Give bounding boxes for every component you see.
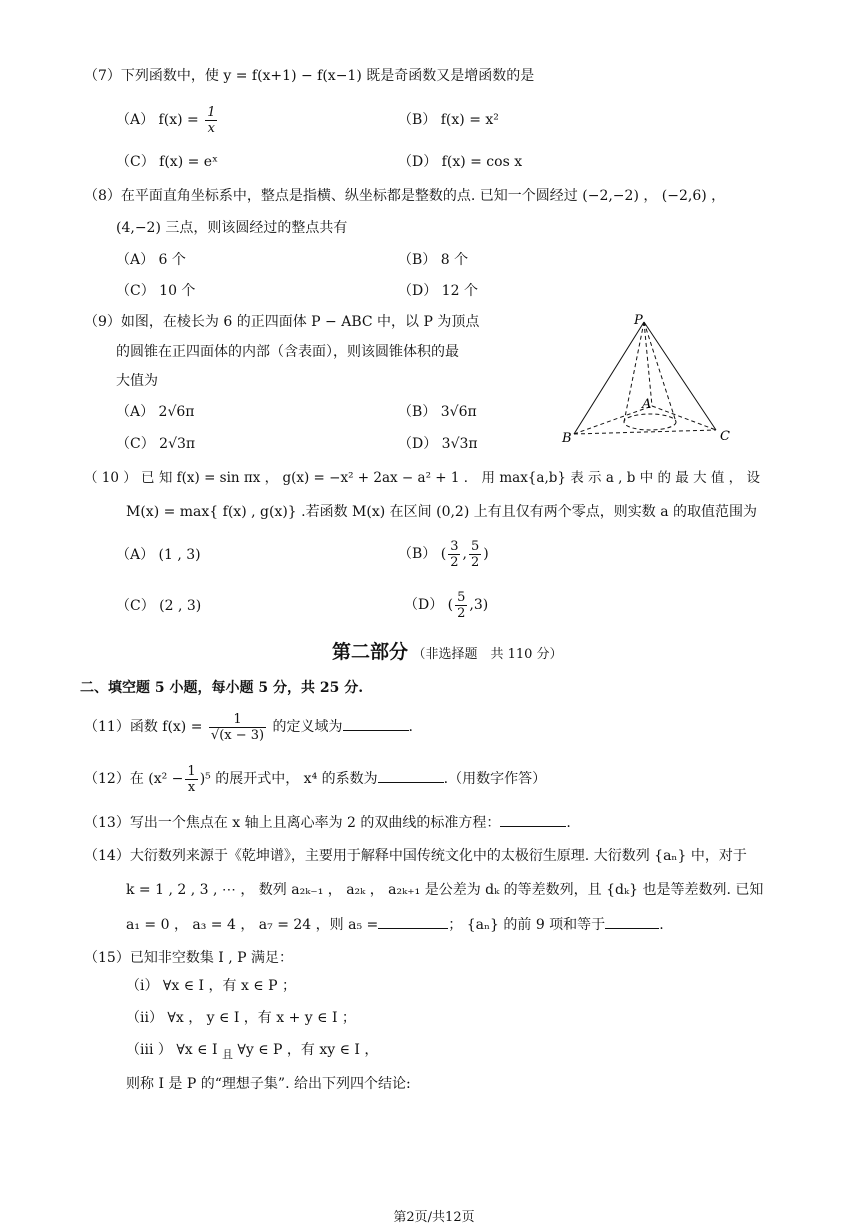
edge-pa <box>644 322 652 406</box>
q12: （12）在 (x² − $\frac{1}{x}$ )⁵ 的展开式中， x⁴ 的系数为 .（用数字作答） <box>84 763 547 795</box>
q7-option-a: （A） f(x) = $\frac{1}{x}$ <box>116 104 216 136</box>
q13: （13）写出一个焦点在 x 轴上且离心率为 2 的双曲线的标准方程： . <box>84 812 571 833</box>
q14-stem-line1: （14）大衍数列来源于《乾坤谱》，主要用于解释中国传统文化中的太极衍生原理. 大衍数列 {aₙ} 中，对于 <box>84 848 747 864</box>
q10-stem-line1: （ 10 ） 已 知 f(x) = sin πx ， g(x) = −x² + 2ax − a² + 1 ． 用 max{a,b} 表 示 a , b 中 的 最 大 值 ， 设 <box>84 470 760 486</box>
q14-stem-line2: k = 1 , 2 , 3 , ⋯ ， 数列 a₂ₖ₋₁ ， a₂ₖ ， a₂ₖ₊₁ 是公差为 dₖ 的等差数列，且 {dₖ} 也是等差数列. 已知 <box>126 882 764 898</box>
q15-conclusion: 则称 I 是 P 的“理想子集”. 给出下列四个结论: <box>126 1076 411 1092</box>
q7-stem: （7）下列函数中，使 y = f(x+1) − f(x−1) 既是奇函数又是增函数的是 <box>84 68 535 84</box>
q13-answer-blank[interactable] <box>500 812 566 827</box>
edge-ac <box>652 406 716 430</box>
q9-option-c: （C） 2√3π <box>116 436 196 452</box>
label-b: B <box>562 431 572 446</box>
tetrahedron-cone-figure <box>556 314 746 446</box>
q15-stem: （15）已知非空数集 I , P 满足： <box>84 950 294 966</box>
q15-condition-i: （i） ∀x ∈ I ，有 x ∈ P ； <box>126 978 296 994</box>
q14-sum-blank[interactable] <box>605 914 659 929</box>
part-two-note: （非选择题 共 110 分） <box>412 647 563 662</box>
q10-option-b: （B） ( $\frac{3}{2}$ , $\frac{5}{2}$ ) <box>398 538 489 570</box>
q9-stem-line1: （9）如图，在棱长为 6 的正四面体 P − ABC 中，以 P 为顶点 <box>84 314 480 330</box>
q14-a5-blank[interactable] <box>378 914 448 929</box>
q8-option-b: （B） 8 个 <box>398 252 469 268</box>
q10-option-c: （C） (2 , 3) <box>116 598 202 614</box>
part-two-title: 第二部分 <box>332 641 409 663</box>
label-a: A <box>642 397 652 412</box>
q14-stem-line3: a₁ = 0 ， a₃ = 4 ， a₇ = 24 ，则 a₅ = ； {aₙ} 的前 9 项和等于 . <box>126 914 664 935</box>
q9-option-a: （A） 2√6π <box>116 404 195 420</box>
edge-pc <box>644 322 716 430</box>
q9-stem-line2: 的圆锥在正四面体的内部（含表面），则该圆锥体积的最 <box>116 344 459 360</box>
edge-pb <box>574 322 644 434</box>
q7-a-fraction: $\frac{1}{x}$ <box>207 104 216 136</box>
q10-stem-line2: M(x) = max{ f(x) , g(x)} .若函数 M(x) 在区间 (0,2) 上有且仅有两个零点，则实数 a 的取值范围为 <box>126 504 757 520</box>
q8-stem-line2: (4,−2) 三点，则该圆经过的整点共有 <box>116 220 348 236</box>
q7-option-b: （B） f(x) = x² <box>398 112 499 128</box>
q7-option-d: （D） f(x) = cos x <box>398 154 523 170</box>
q9-stem-line3: 大值为 <box>116 373 158 389</box>
edge-bc <box>574 430 716 434</box>
q8-stem-line1: （8）在平面直角坐标系中，整点是指横、纵坐标都是整数的点. 已知一个圆经过 (−2,−2) ， (−2,6) ， <box>84 188 726 204</box>
label-c: C <box>720 429 730 444</box>
q12-answer-blank[interactable] <box>378 768 444 783</box>
q10-option-a: （A） (1 , 3) <box>116 547 201 563</box>
part-two-heading <box>332 640 563 667</box>
q11-answer-blank[interactable] <box>343 716 409 731</box>
q15-condition-ii: （ii） ∀x ， y ∈ I ，有 x + y ∈ I ； <box>126 1010 356 1026</box>
q11: （11）函数 f(x) = $\frac{1}{√(x - 3)}$ 的定义域为 . <box>84 711 413 743</box>
q10-option-d: （D） ( $\frac{5}{2}$ ,3) <box>404 589 489 621</box>
q9-option-b: （B） 3√6π <box>398 404 477 420</box>
q9-option-d: （D） 3√3π <box>398 436 478 452</box>
page-number: 第2页/共12页 <box>393 1210 475 1225</box>
q8-option-a: （A） 6 个 <box>116 252 186 268</box>
q7-option-c: （C） f(x) = eˣ <box>116 154 219 170</box>
q15-condition-iii: （iii ） ∀x ∈ I $_且$ ∀y ∈ P ，有 xy ∈ I ， <box>126 1042 379 1061</box>
cone-base <box>624 414 676 430</box>
section-two-title: 二、填空题 5 小题，每小题 5 分，共 25 分. <box>80 680 364 696</box>
q8-option-d: （D） 12 个 <box>398 283 478 299</box>
cone-left-generatrix <box>624 322 644 422</box>
q8-option-c: （C） 10 个 <box>116 283 196 299</box>
label-p: P <box>634 314 643 328</box>
